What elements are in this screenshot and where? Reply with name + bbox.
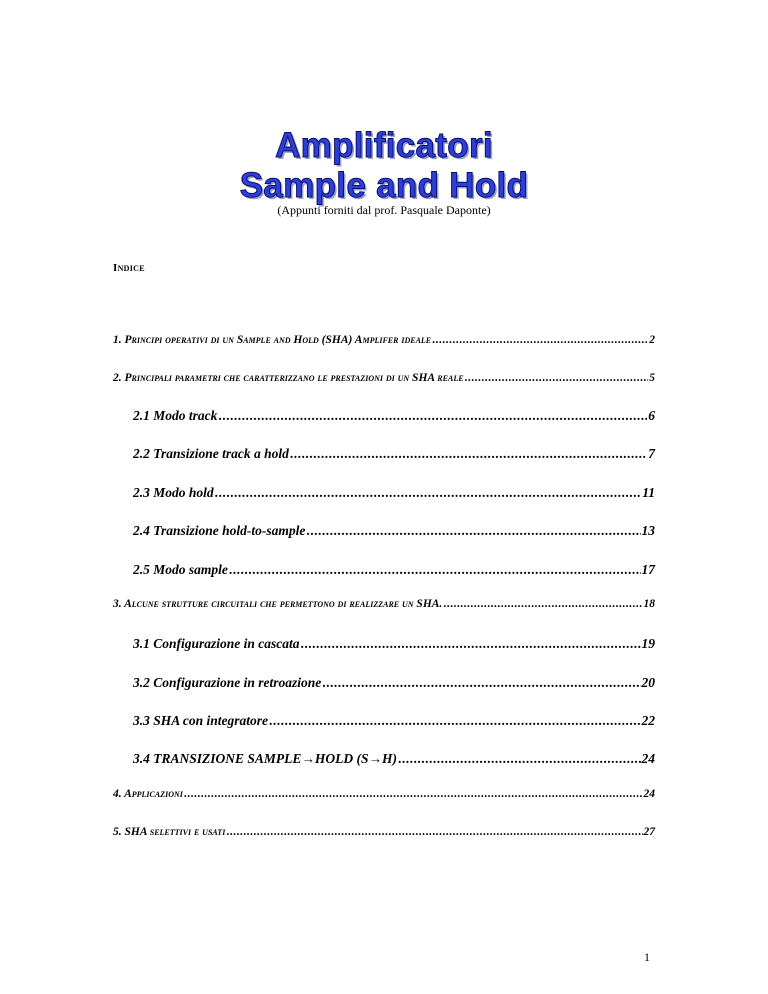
toc-entry-page: 11 bbox=[642, 485, 655, 500]
toc-entry-text: 1. Principi operativi di un Sample and Hold (SHA) Amplifer ideale bbox=[113, 334, 432, 346]
toc-entry-text: 3.4 TRANSIZIONE SAMPLE→HOLD (S→H) bbox=[133, 751, 398, 766]
toc-leader-dots bbox=[269, 713, 640, 729]
toc-entry[interactable] bbox=[133, 523, 655, 539]
toc-entry-page: 24 bbox=[643, 788, 655, 800]
toc-leader-dots bbox=[226, 826, 642, 838]
toc-entry[interactable] bbox=[133, 446, 655, 462]
toc-entry-page: 19 bbox=[641, 636, 655, 651]
toc-entry-text: 3.2 Configurazione in retroazione bbox=[133, 675, 322, 690]
toc-entry[interactable] bbox=[113, 372, 655, 384]
toc-entry-text: 2.4 Transizione hold-to-sample bbox=[133, 523, 306, 538]
toc-leader-dots bbox=[301, 636, 641, 652]
document-subtitle: (Appunti forniti dal prof. Pasquale Daponte) bbox=[277, 203, 491, 217]
toc-entry-text: 2.5 Modo sample bbox=[133, 562, 228, 577]
toc-leader-dots bbox=[306, 523, 640, 539]
page-number: 1 bbox=[644, 950, 650, 964]
toc-entry-page: 5 bbox=[649, 372, 655, 384]
toc-entry-text: 2.3 Modo hold bbox=[133, 485, 214, 500]
toc-entry[interactable] bbox=[133, 562, 655, 578]
toc-leader-dots bbox=[218, 408, 647, 424]
toc-leader-dots bbox=[322, 675, 640, 691]
toc-entry-text: 5. SHA selettivi e usati bbox=[113, 826, 226, 838]
toc-entry-page: 2 bbox=[649, 334, 655, 346]
toc-leader-dots bbox=[443, 598, 642, 610]
toc-leader-dots bbox=[290, 446, 647, 462]
toc-entry-page: 27 bbox=[643, 826, 655, 838]
toc-leader-dots bbox=[465, 372, 649, 384]
toc-entry[interactable] bbox=[113, 826, 655, 838]
toc-leader-dots bbox=[184, 788, 643, 800]
toc-entry-text: 3.3 SHA con integratore bbox=[133, 713, 269, 728]
index-heading: Indice bbox=[113, 262, 145, 274]
toc-entry-page: 7 bbox=[648, 446, 655, 461]
toc-leader-dots bbox=[229, 562, 641, 578]
document-title-line-2: Sample and Hold bbox=[239, 166, 529, 205]
toc-entry-page: 20 bbox=[641, 675, 655, 690]
toc-entry-text: 4. Applicazioni bbox=[113, 788, 183, 800]
toc-leader-dots bbox=[215, 485, 642, 501]
toc-entry-text: 3. Alcune strutture circuitali che permettono di realizzare un SHA. bbox=[113, 598, 443, 610]
document-title-line-1: Amplificatori bbox=[275, 126, 493, 165]
toc-leader-dots bbox=[398, 751, 640, 767]
toc-entry-page: 17 bbox=[641, 562, 655, 577]
toc-entry[interactable] bbox=[113, 788, 655, 800]
toc-entry-page: 24 bbox=[641, 751, 655, 766]
toc-entry[interactable] bbox=[133, 485, 655, 501]
toc-entry-text: 3.1 Configurazione in cascata bbox=[133, 636, 300, 651]
toc-entry[interactable] bbox=[133, 713, 655, 729]
toc-entry[interactable] bbox=[133, 636, 655, 652]
toc-entry-page: 22 bbox=[641, 713, 655, 728]
toc-entry-page: 13 bbox=[641, 523, 655, 538]
toc-entry-text: 2. Principali parametri che caratterizzano le prestazioni di un SHA reale bbox=[113, 372, 464, 384]
toc-entry[interactable] bbox=[113, 334, 655, 346]
toc-entry[interactable] bbox=[133, 751, 655, 767]
toc-entry-text: 2.1 Modo track bbox=[133, 408, 218, 423]
toc-entry-text: 2.2 Transizione track a hold bbox=[133, 446, 289, 461]
toc-entry-page: 18 bbox=[643, 598, 655, 610]
toc-leader-dots bbox=[432, 334, 648, 346]
toc-entry[interactable] bbox=[133, 675, 655, 691]
toc-entry[interactable] bbox=[133, 408, 655, 424]
toc-entry-page: 6 bbox=[648, 408, 655, 423]
toc-entry[interactable] bbox=[113, 598, 655, 610]
